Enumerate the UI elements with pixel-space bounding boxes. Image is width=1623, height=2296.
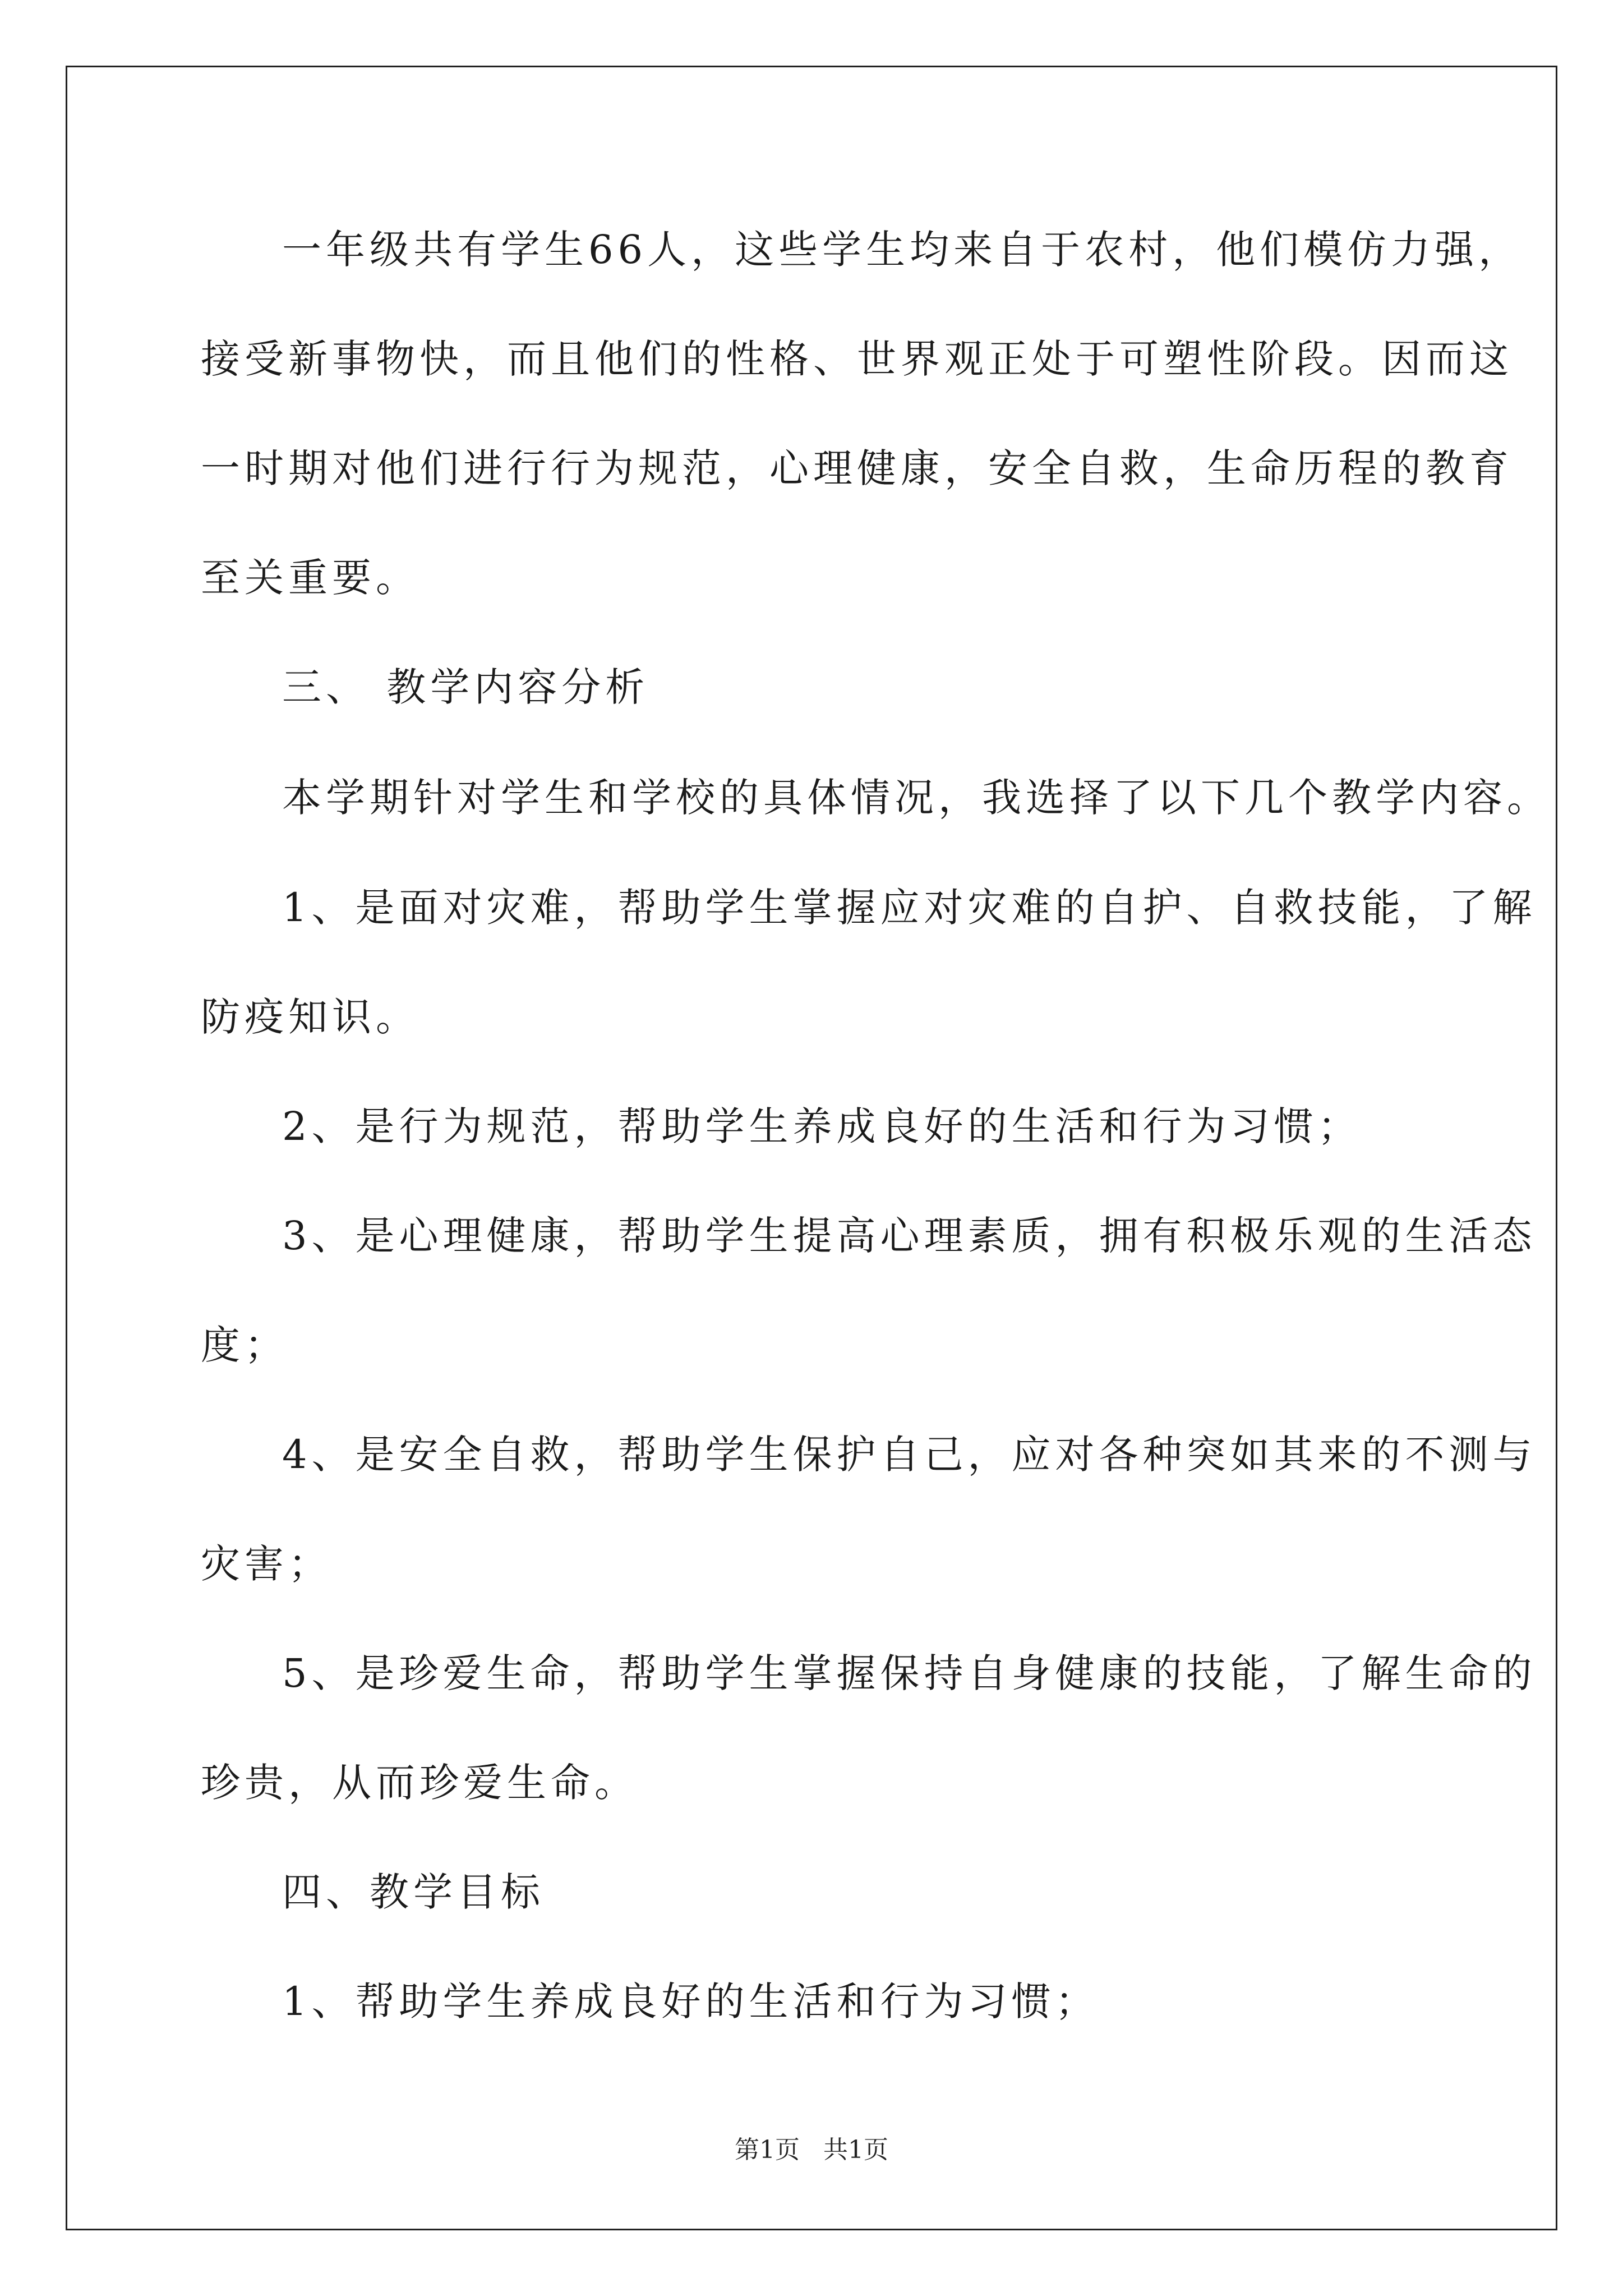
list-item: 3、是心理健康，帮助学生提高心理素质，拥有积极乐观的生活态 xyxy=(282,1213,1537,1259)
list-item: 5、是珍爱生命，帮助学生掌握保持自身健康的技能，了解生命的 xyxy=(282,1650,1537,1696)
section-heading: 三、 教学内容分析 xyxy=(282,664,649,710)
list-item: 1、帮助学生养成良好的生活和行为习惯； xyxy=(282,1978,1099,2024)
list-item: 1、是面对灾难，帮助学生掌握应对灾难的自护、自救技能，了解 xyxy=(282,885,1537,931)
section-heading: 四、教学目标 xyxy=(282,1869,545,1915)
paragraph-line: 本学期针对学生和学校的具体情况，我选择了以下几个教学内容。 xyxy=(282,775,1551,821)
list-item-continuation: 防疫知识。 xyxy=(201,994,419,1040)
paragraph-line: 一时期对他们进行行为规范，心理健康，安全自救，生命历程的教育 xyxy=(201,445,1513,491)
paragraph-line: 至关重要。 xyxy=(201,555,419,601)
list-item: 4、是安全自救，帮助学生保护自己，应对各种突如其来的不测与 xyxy=(282,1432,1537,1478)
list-item-continuation: 灾害； xyxy=(201,1541,332,1587)
page-footer: 第1页 共1页 xyxy=(735,2136,888,2164)
paragraph-line: 接受新事物快，而且他们的性格、世界观正处于可塑性阶段。因而这 xyxy=(201,336,1513,382)
list-item-continuation: 珍贵，从而珍爱生命。 xyxy=(201,1760,638,1806)
paragraph-line: 一年级共有学生66人，这些学生均来自于农村，他们模仿力强， xyxy=(282,227,1523,273)
list-item-continuation: 度； xyxy=(201,1322,288,1368)
list-item: 2、是行为规范，帮助学生养成良好的生活和行为习惯； xyxy=(282,1103,1362,1149)
